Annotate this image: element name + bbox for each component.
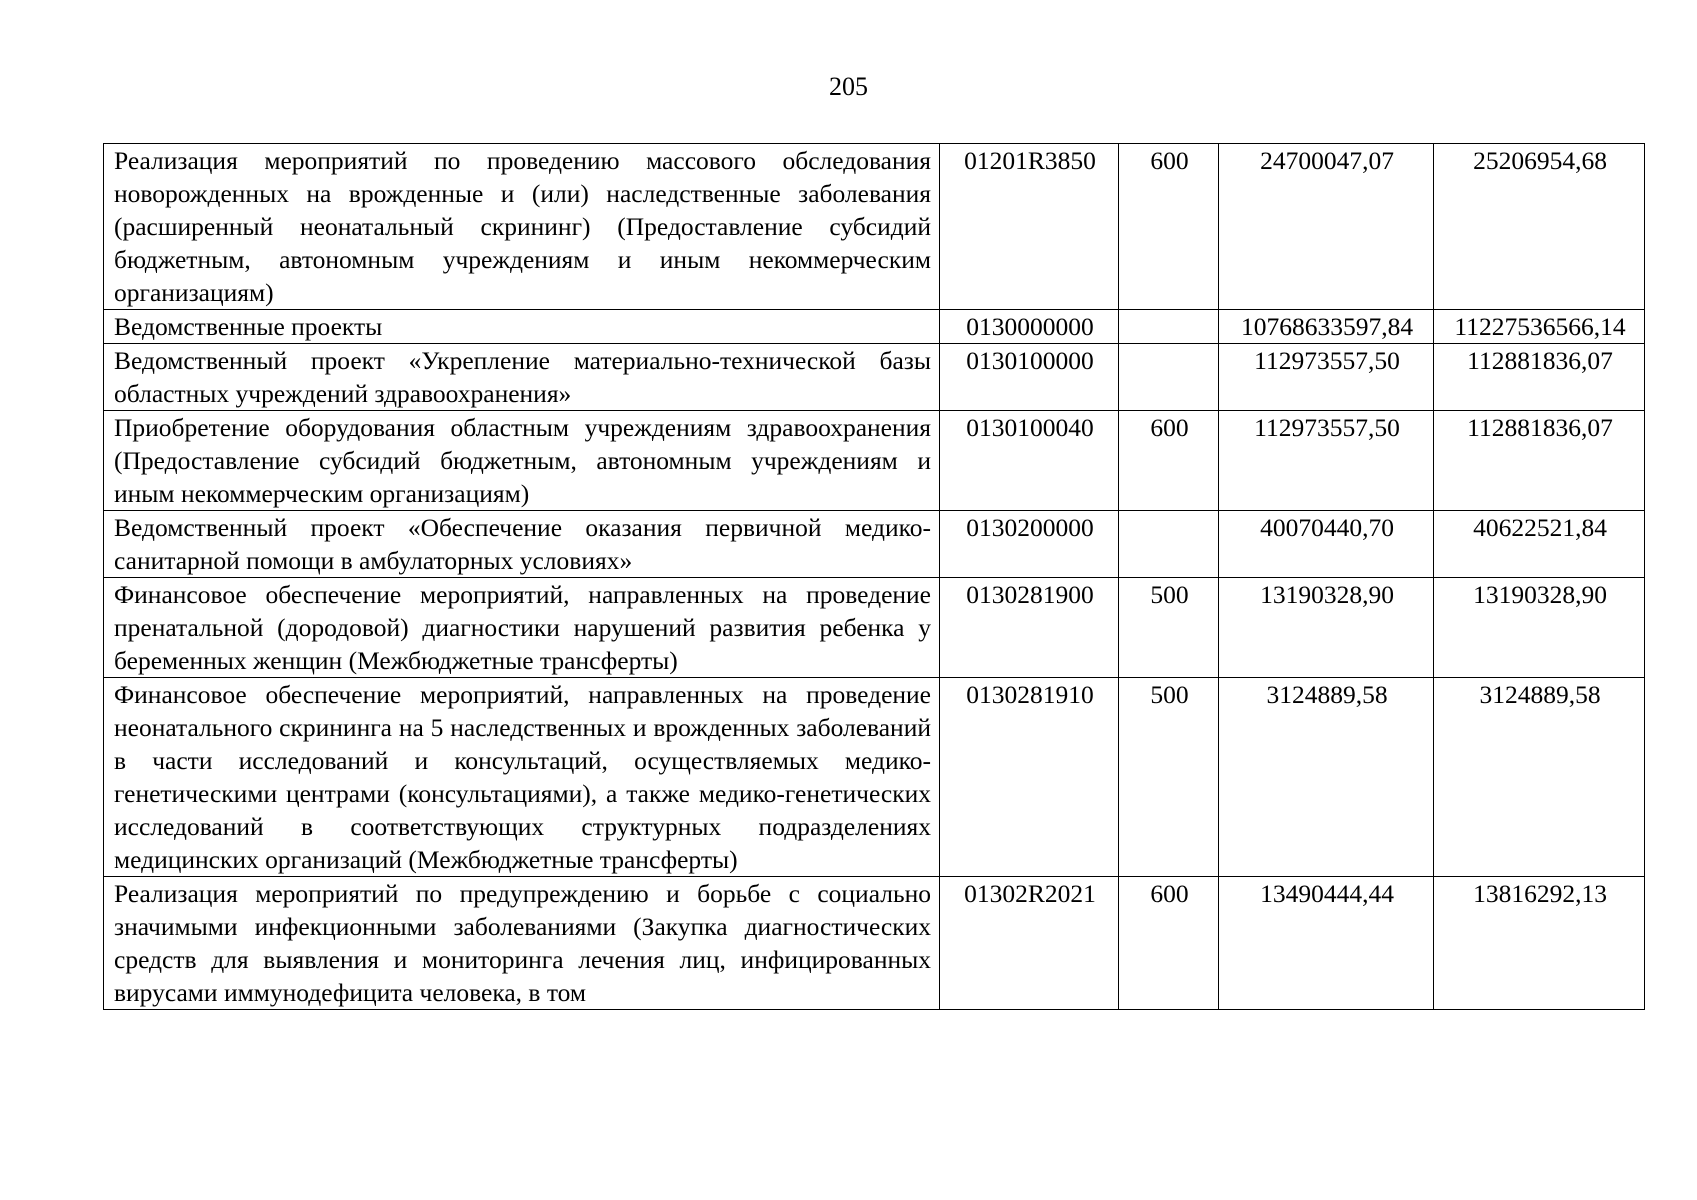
row-expense-type-cell: 600 bbox=[1119, 411, 1219, 511]
row-name-cell: Ведомственный проект «Обеспечение оказания первичной медико-санитарной помощи в амбулаторных условиях» bbox=[104, 511, 940, 578]
table-row bbox=[104, 678, 1645, 877]
row-name-cell: Реализация мероприятий по предупреждению и борьбе с социально значимыми инфекционными заболеваниями (Закупка диагностических средств для выявления и мониторинга лечения лиц, инфицированных вирусами иммунодефицита человека, в том bbox=[104, 877, 940, 1010]
row-name-cell: Реализация мероприятий по проведению массового обследования новорожденных на врожденные и (или) наследственные заболевания (расширенный неонатальный скрининг) (Предоставление субсидий бюджетным, автономным учреждениям и иным некоммерческим организациям) bbox=[104, 144, 940, 310]
row-sum-2-cell: 11227536566,14 bbox=[1434, 310, 1645, 344]
row-code-cell: 0130281900 bbox=[940, 578, 1119, 678]
page-number: 205 bbox=[829, 72, 868, 101]
row-name-cell: Финансовое обеспечение мероприятий, направленных на проведение неонатального скрининга на 5 наследственных и врожденных заболеваний в части исследований и консультаций, осуществляемых медико-генетическими центрами (консультациями), а также медико-генетических исследований в соответствующих структурных подразделениях медицинских организаций (Межбюджетные трансферты) bbox=[104, 678, 940, 877]
row-sum-1-cell: 112973557,50 bbox=[1219, 344, 1434, 411]
row-name-cell: Ведомственные проекты bbox=[104, 310, 940, 344]
row-code-cell: 0130000000 bbox=[940, 310, 1119, 344]
row-code-cell: 0130281910 bbox=[940, 678, 1119, 877]
row-sum-1-cell: 24700047,07 bbox=[1219, 144, 1434, 310]
row-sum-2-cell: 112881836,07 bbox=[1434, 344, 1645, 411]
row-sum-2-cell: 13190328,90 bbox=[1434, 578, 1645, 678]
row-code-cell: 01302R2021 bbox=[940, 877, 1119, 1010]
row-sum-2-cell: 3124889,58 bbox=[1434, 678, 1645, 877]
row-sum-1-cell: 3124889,58 bbox=[1219, 678, 1434, 877]
row-name-cell: Ведомственный проект «Укрепление материально-технической базы областных учреждений здравоохранения» bbox=[104, 344, 940, 411]
row-code-cell: 0130100000 bbox=[940, 344, 1119, 411]
table-row bbox=[104, 144, 1645, 310]
row-name-cell: Финансовое обеспечение мероприятий, направленных на проведение пренатальной (дородовой) диагностики нарушений развития ребенка у беременных женщин (Межбюджетные трансферты) bbox=[104, 578, 940, 678]
row-expense-type-cell: 600 bbox=[1119, 877, 1219, 1010]
table-row bbox=[104, 877, 1645, 1010]
row-sum-2-cell: 112881836,07 bbox=[1434, 411, 1645, 511]
budget-table-body bbox=[104, 144, 1645, 1010]
row-expense-type-cell bbox=[1119, 344, 1219, 411]
row-code-cell: 0130200000 bbox=[940, 511, 1119, 578]
row-name-cell: Приобретение оборудования областным учреждениям здравоохранения (Предоставление субсидий бюджетным, автономным учреждениям и иным некоммерческим организациям) bbox=[104, 411, 940, 511]
row-expense-type-cell: 500 bbox=[1119, 678, 1219, 877]
row-expense-type-cell bbox=[1119, 310, 1219, 344]
row-sum-1-cell: 13490444,44 bbox=[1219, 877, 1434, 1010]
table-row bbox=[104, 411, 1645, 511]
row-expense-type-cell: 500 bbox=[1119, 578, 1219, 678]
table-row bbox=[104, 578, 1645, 678]
row-code-cell: 01201R3850 bbox=[940, 144, 1119, 310]
row-sum-1-cell: 112973557,50 bbox=[1219, 411, 1434, 511]
budget-table bbox=[103, 143, 1645, 1010]
row-sum-2-cell: 40622521,84 bbox=[1434, 511, 1645, 578]
row-expense-type-cell bbox=[1119, 511, 1219, 578]
row-sum-2-cell: 13816292,13 bbox=[1434, 877, 1645, 1010]
row-expense-type-cell: 600 bbox=[1119, 144, 1219, 310]
table-row bbox=[104, 511, 1645, 578]
row-sum-1-cell: 40070440,70 bbox=[1219, 511, 1434, 578]
row-sum-1-cell: 10768633597,84 bbox=[1219, 310, 1434, 344]
row-sum-1-cell: 13190328,90 bbox=[1219, 578, 1434, 678]
row-sum-2-cell: 25206954,68 bbox=[1434, 144, 1645, 310]
row-code-cell: 0130100040 bbox=[940, 411, 1119, 511]
table-row bbox=[104, 310, 1645, 344]
table-row bbox=[104, 344, 1645, 411]
